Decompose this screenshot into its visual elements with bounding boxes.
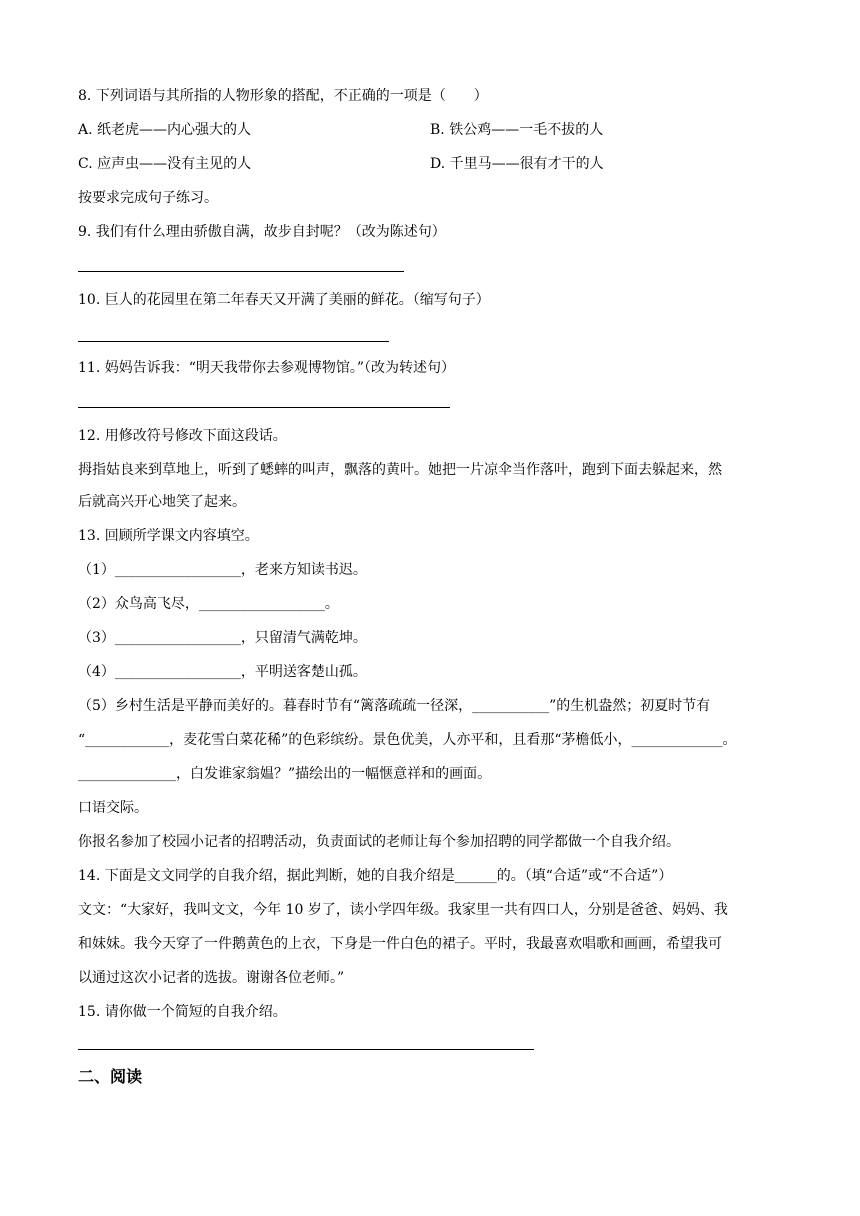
q10-answer-line[interactable] — [78, 341, 389, 342]
q13-item-5-line-2[interactable]: “____________，麦花雪白菜花稀”的色彩缤纷。景色优美，人亦平和，且看那“茅檐低小，_____________。 — [78, 732, 737, 748]
q8-option-c[interactable]: C. 应声虫——没有主见的人 — [78, 156, 252, 172]
q15-answer-line[interactable] — [78, 1049, 534, 1050]
q14-text-line-1: 文文：“大家好，我叫文文，今年 10 岁了，读小学四年级。我家里一共有四口人，分别是爸爸、妈妈、我 — [78, 902, 728, 918]
q14-text-line-2: 和妹妹。我今天穿了一件鹅黄色的上衣，下身是一件白色的裙子。平时，我最喜欢唱歌和画画，希望我可 — [78, 936, 722, 952]
q9-answer-line[interactable] — [78, 271, 404, 272]
q13-item-3[interactable]: （3）__________________，只留清气满乾坤。 — [78, 630, 367, 646]
section-2-heading: 二、阅读 — [78, 1067, 143, 1086]
q13-item-5-line-1[interactable]: （5）乡村生活是平静而美好的。暮春时节有“篱落疏疏一径深，___________”的生机盎然；初夏时节有 — [78, 698, 711, 714]
q10-stem: 10. 巨人的花园里在第二年春天又开满了美丽的鲜花。（缩写句子） — [78, 292, 490, 308]
q8-stem: 8. 下列词语与其所指的人物形象的搭配，不正确的一项是（ ） — [78, 88, 488, 104]
q15-stem: 15. 请你做一个简短的自我介绍。 — [78, 1004, 287, 1020]
q13-item-1[interactable]: （1）__________________，老来方知读书迟。 — [78, 562, 367, 578]
q12-passage-line-2: 后就高兴开心地笑了起来。 — [78, 494, 246, 510]
q13-item-4[interactable]: （4）__________________，平明送客楚山孤。 — [78, 664, 367, 680]
q13-stem: 13. 回顾所学课文内容填空。 — [78, 528, 259, 544]
q13-item-2[interactable]: （2）众鸟高飞尽，__________________。 — [78, 596, 339, 612]
oral-section-title: 口语交际。 — [78, 800, 148, 816]
q8-option-a[interactable]: A. 纸老虎——内心强大的人 — [78, 122, 252, 138]
q14-stem[interactable]: 14. 下面是文文同学的自我介绍，据此判断，她的自我介绍是______的。（填“合适”或“不合适”） — [78, 868, 673, 884]
q9-stem: 9. 我们有什么理由骄傲自满，故步自封呢？（改为陈述句） — [78, 224, 446, 240]
oral-section-intro: 你报名参加了校园小记者的招聘活动，负责面试的老师让每个参加招聘的同学都做一个自我介绍。 — [78, 834, 680, 850]
q12-passage-line-1: 拇指姑良来到草地上，听到了蟋蟀的叫声，飘落的黄叶。她把一片凉伞当作落叶，跑到下面去躲起来，然 — [78, 462, 722, 478]
q12-stem: 12. 用修改符号修改下面这段话。 — [78, 428, 287, 444]
q11-answer-line[interactable] — [78, 407, 450, 408]
q8-option-b[interactable]: B. 铁公鸡——一毛不拔的人 — [430, 122, 604, 138]
sentence-exercise-intro: 按要求完成句子练习。 — [78, 190, 218, 206]
q11-stem: 11. 妈妈告诉我：“明天我带你去参观博物馆。”（改为转述句） — [78, 360, 456, 376]
q8-option-d[interactable]: D. 千里马——很有才干的人 — [430, 156, 604, 172]
q13-item-5-line-3[interactable]: ______________，白发谁家翁媪？”描绘出的一幅惬意祥和的画面。 — [78, 766, 492, 782]
q14-text-line-3: 以通过这次小记者的选拔。谢谢各位老师。” — [78, 970, 345, 986]
